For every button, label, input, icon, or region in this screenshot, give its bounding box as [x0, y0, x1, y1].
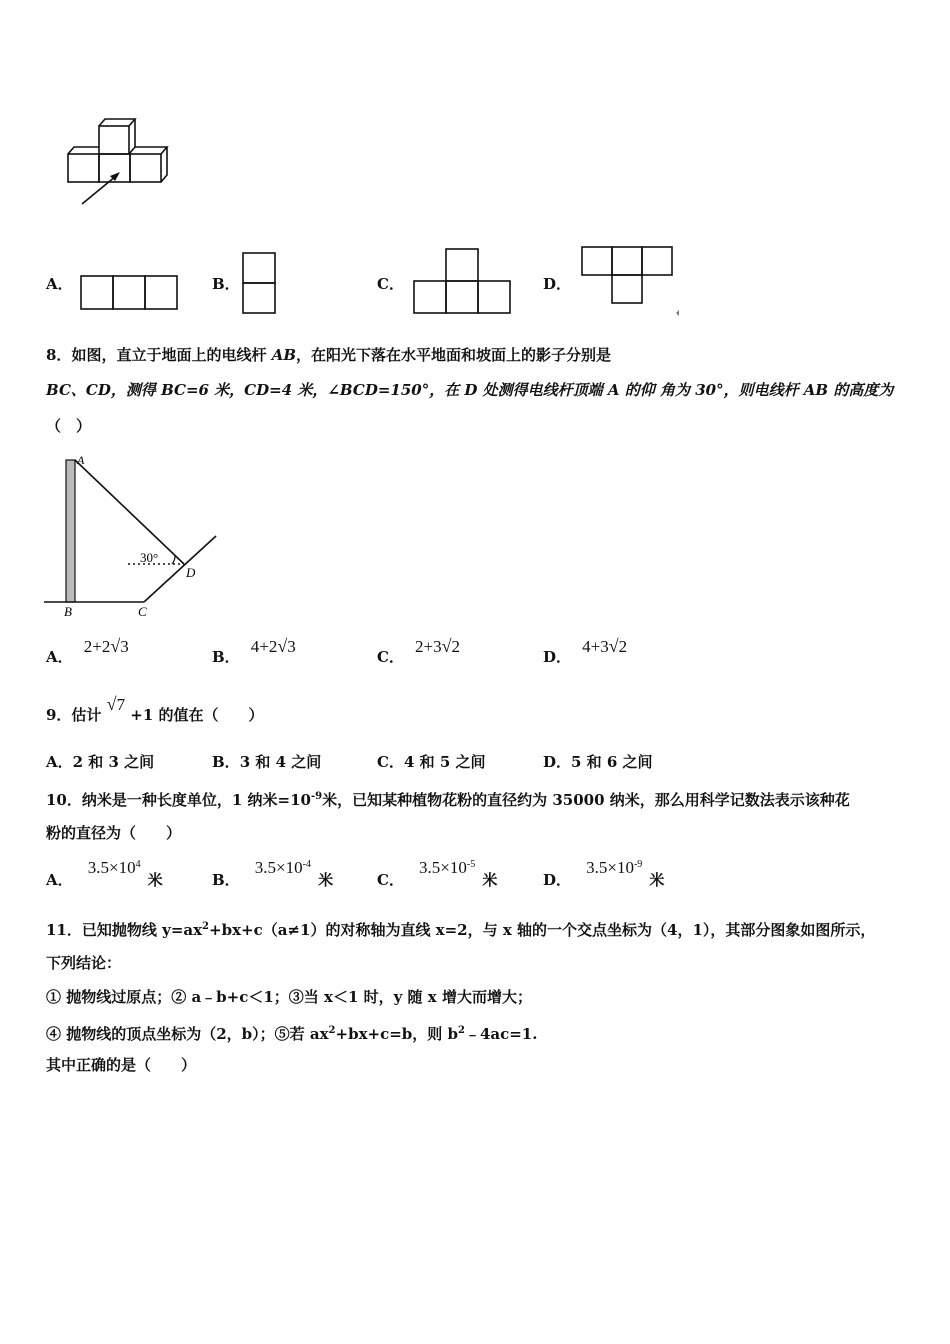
q8-option-b[interactable] — [212, 636, 296, 666]
pole-shadow-figure — [44, 450, 224, 620]
q8-option-d[interactable] — [543, 636, 628, 666]
q8-option-c[interactable] — [377, 636, 461, 666]
q11-line5: 其中正确的是（ ） — [46, 1056, 197, 1074]
q7-option-d-figure — [580, 245, 680, 319]
q10-option-a-value — [88, 858, 141, 877]
q8-option-b-value — [251, 637, 296, 656]
point-a-label: A — [77, 453, 85, 467]
q11-line4-sup: 2 — [328, 1025, 336, 1036]
q9-radical — [107, 695, 125, 714]
q10-line1-a: 10．纳米是一种长度单位，1 纳米=10 — [46, 791, 311, 809]
q11-line1-b: +bx+c（a≠1）的对称轴为直线 x=2，与 x 轴的一个交点坐标为（4，1），其部分图象如图所示， — [209, 921, 876, 939]
q7-option-c-label: C． — [377, 275, 404, 293]
q10-option-d[interactable] — [543, 858, 665, 889]
q10-option-a[interactable] — [46, 858, 163, 889]
q9-suffix: +1 的值在（ ） — [130, 706, 264, 724]
q10-option-a-exp: 4 — [135, 859, 141, 870]
q7-option-a-label: A． — [46, 275, 73, 293]
q7-option-b-figure — [242, 252, 278, 316]
q8-option-a[interactable] — [46, 636, 129, 666]
q9-option-c[interactable] — [377, 752, 486, 772]
q7-option-a-figure — [80, 275, 180, 311]
q10-option-b-label: B． — [212, 871, 240, 889]
q9-option-c-text: 4 和 5 之间 — [403, 753, 486, 771]
q8-line1-var: AB — [271, 346, 297, 364]
q10-option-b-base: 3.5×10 — [254, 858, 303, 877]
q7-option-b-label: B． — [212, 275, 240, 293]
point-c-label: C — [138, 604, 147, 619]
q8-line1 — [46, 345, 611, 365]
q10-option-d-base: 3.5×10 — [586, 858, 634, 877]
q10-option-c-label: C． — [377, 871, 404, 889]
sqrt-icon: √ — [110, 636, 121, 656]
q9-option-b-text: 3 和 4 之间 — [239, 753, 322, 771]
q11-line1-a: 11．已知抛物线 y=ax — [46, 921, 203, 939]
q8-number: 8． — [46, 346, 72, 364]
q9-option-a-text: 2 和 3 之间 — [72, 753, 155, 771]
q11-line4-b: +bx+c=b，则 b — [335, 1025, 458, 1043]
q9-option-c-label: C． — [377, 753, 404, 771]
q11-line4-c: ﹣4ac=1. — [464, 1025, 538, 1043]
q9-option-d-label: D． — [543, 753, 572, 771]
sqrt-icon: √ — [608, 636, 619, 656]
q8-option-a-int: 2+2 — [83, 637, 111, 656]
q10-option-d-exp: -9 — [633, 859, 643, 870]
q8-line1-text: 如图，直立于地面上的电线杆 — [71, 346, 267, 364]
q10-option-d-label: D． — [543, 871, 572, 889]
q8-line1-tail: ，在阳光下落在水平地面和坡面上的影子分别是 — [296, 346, 612, 364]
q8-option-c-value — [415, 637, 460, 656]
q8-line3: （ ） — [46, 417, 92, 435]
q10-line1-b: 米，已知某种植物花粉的直径约为 35000 纳米，那么用科学记数法表示该种花 — [322, 791, 850, 809]
q11-line3: ① 抛物线过原点；② a﹣b+c＜1；③当 x＜1 时，y 随 x 增大而增大； — [46, 988, 532, 1006]
q8-option-c-int: 2+3 — [415, 637, 442, 656]
q9-option-d[interactable] — [543, 752, 653, 772]
point-b-label: B — [64, 604, 72, 619]
q10-option-d-unit: 米 — [649, 871, 665, 889]
q10-option-a-unit: 米 — [147, 871, 163, 889]
sqrt-icon: √ — [441, 636, 452, 656]
q8-option-a-value — [84, 637, 129, 656]
q9-stem — [46, 694, 264, 725]
q10-option-c-exp: -5 — [466, 859, 476, 870]
q10-option-a-base: 3.5×10 — [87, 858, 136, 877]
q8-line2: BC、CD，测得 BC=6 米，CD=4 米，∠BCD=150°，在 D 处测得电线杆顶端 A 的仰 角为 30°，则电线杆 AB 的高度为 — [46, 381, 894, 399]
q10-option-b-exp: -4 — [302, 859, 311, 870]
sqrt-icon: √ — [106, 694, 117, 714]
q10-line1-exp: -9 — [310, 791, 323, 802]
q7-option-c-figure — [412, 248, 512, 316]
sqrt-icon: √ — [277, 636, 288, 656]
q10-option-b[interactable] — [212, 858, 334, 889]
q8-option-d-int: 4+3 — [582, 637, 609, 656]
q8-option-b-int: 4+2 — [250, 637, 278, 656]
q11-line4-a: ④ 抛物线的顶点坐标为（2，b）；⑤若 ax — [46, 1025, 329, 1043]
cubes-figure — [60, 112, 200, 222]
q8-option-a-rad: 3 — [120, 637, 129, 656]
q9-option-a[interactable] — [46, 752, 154, 772]
q8-option-c-rad: 2 — [451, 637, 461, 656]
q8-option-a-label: A． — [46, 648, 73, 666]
q10-option-c-unit: 米 — [482, 871, 498, 889]
q8-option-c-label: C． — [377, 648, 404, 666]
q10-line1 — [46, 787, 850, 810]
q9-option-b-label: B． — [212, 753, 240, 771]
q8-option-d-value — [582, 637, 627, 656]
point-d-label: D — [186, 565, 196, 580]
q8-option-d-rad: 2 — [618, 637, 628, 656]
q10-line2: 粉的直径为（ ） — [46, 824, 182, 842]
q10-option-c-value — [419, 858, 475, 877]
q11-line1-sup: 2 — [202, 921, 210, 932]
q11-line2: 下列结论： — [46, 954, 122, 972]
q10-option-b-unit: 米 — [318, 871, 334, 889]
q11-line4-sup2: 2 — [457, 1025, 465, 1036]
q10-option-c[interactable] — [377, 858, 498, 889]
q8-option-d-label: D． — [543, 648, 572, 666]
q10-option-a-label: A． — [46, 871, 73, 889]
q9-option-d-text: 5 和 6 之间 — [571, 753, 653, 771]
q9-option-a-label: A． — [46, 753, 73, 771]
q8-option-b-label: B． — [212, 648, 240, 666]
angle-label: 30° — [140, 550, 159, 565]
q9-radicand: 7 — [116, 695, 126, 714]
q10-option-c-base: 3.5×10 — [419, 858, 467, 877]
q10-option-b-value — [255, 858, 311, 877]
q10-option-d-value — [586, 858, 642, 877]
q9-option-b[interactable] — [212, 752, 321, 772]
q7-option-d-label: D． — [543, 275, 572, 293]
q8-option-b-rad: 3 — [287, 637, 296, 656]
q11-line4 — [46, 1021, 537, 1044]
q11-line1 — [46, 917, 875, 940]
q9-prefix: 9．估计 — [46, 706, 102, 724]
